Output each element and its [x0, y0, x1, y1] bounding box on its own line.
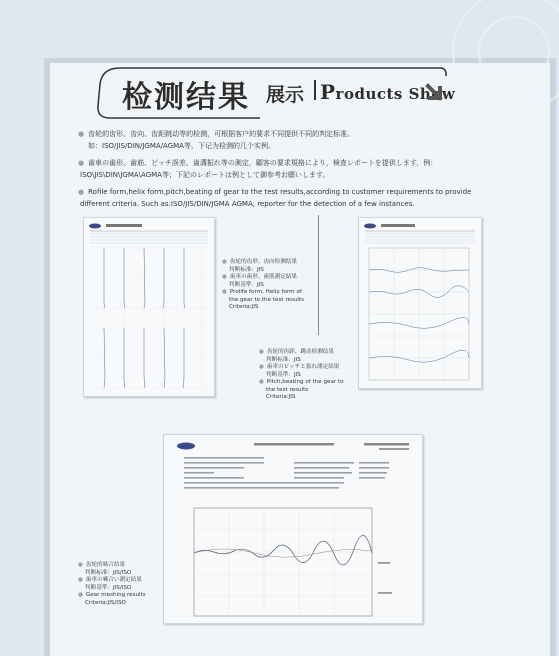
caption2-cn1: 齿轮的齿距、跳动检测结果 — [266, 349, 335, 355]
caption1-cn1: 齿轮的齿形、齿向检测结果 — [229, 259, 298, 265]
report-gear-meshing — [163, 434, 423, 624]
report-profile-helix — [83, 217, 215, 397]
intro-jp-line1: 歯車の歯形、歯筋、ピッチ誤差、歯溝振れ等の測定，顧客の要求規格により，検査レポートを提供します，例： — [88, 159, 438, 167]
caption-gear-meshing: ● 齿轮的啮合结果 判断标准：JIS/ISO ● 歯車の噛合い測定結果 判断基準：JIS/ISO ● Gear meshing results Criteria:JIS/ISO — [78, 562, 168, 607]
report-pitch-runout — [358, 217, 482, 389]
intro-cn: ● 齿轮的齿形、齿向、齿距跳动等的检测，可根据客户的要求不同提供不同的判定标准。 如：ISO/JIS/DIN/JGMA/AGMA等，下记为检测的几个实例。 — [78, 130, 355, 150]
page-title: 检测结果 — [122, 80, 250, 115]
caption1-en2: the gear to the test results — [229, 296, 305, 303]
caption3-cn2: 判断标准：JIS/ISO — [85, 569, 132, 576]
gear-decoration-inner — [478, 16, 550, 88]
caption1-jp1: 歯車の歯形、歯筋測定結果 — [229, 274, 298, 280]
intro-cn-line1: 齿轮的齿形、齿向、齿距跳动等的检测，可根据客户的要求不同提供不同的判定标准。 — [88, 130, 355, 138]
title-divider — [314, 80, 316, 100]
intro-en-line1: Rofile form,helix form,pitch,beating of gear to the test results,according to customer requirements to provide — [88, 188, 472, 196]
caption3-jp2: 判断基準：JIS/ISO — [85, 584, 132, 591]
report-gear-meshing-graphic — [164, 435, 422, 623]
caption2-jp1: 歯車のピッチと振れ測定結果 — [266, 364, 340, 370]
caption-profile-helix: ● 齿轮的齿形、齿向检测结果 判断标准：JIS ● 歯車の歯形、歯筋測定結果 判断基準：JIS ● Prolife form, Helix form of the gear to the test results Criteria:JIS — [222, 259, 322, 312]
caption2-cn2: 判断标准：JIS — [266, 356, 301, 363]
caption2-jp2: 判断基準：JIS — [266, 371, 301, 378]
caption3-jp1: 歯車の噛合い測定結果 — [85, 577, 142, 583]
subtitle-cn: 展示 — [266, 84, 305, 106]
caption3-en1: Gear meshing results — [85, 592, 146, 598]
arrow-down-right-icon — [424, 82, 448, 106]
caption2-en2: the test results — [266, 386, 309, 393]
intro-cn-line2: 如：ISO/JIS/DIN/JGMA/AGMA等，下记为检测的几个实例。 — [88, 142, 275, 150]
caption1-jp2: 判断基準：JIS — [229, 281, 264, 288]
caption2-en1: Pitch,beating of the gear to — [266, 379, 344, 385]
caption1-cn2: 判断标准：JIS — [229, 266, 264, 273]
subtitle-en-initial: P — [320, 80, 336, 104]
caption3-cn1: 齿轮的啮合结果 — [85, 562, 126, 568]
intro-en: ● Rofile form,helix form,pitch,beating of gear to the test results,according to customer requirements to provide different criteria. Such as:ISO/JIS/DIN/JGMA AGMA, reporter for the detection of a few instances. — [78, 188, 472, 208]
intro-jp: ● 歯車の歯形、歯筋、ピッチ誤差、歯溝振れ等の測定，顧客の要求規格により，検査レポートを提供します，例： ISO\JIS\DIN\JGMA\AGMA等；下記のレポートは例として御参考お願いします。 — [78, 159, 438, 179]
intro-en-line2: different criteria. Such as:ISO/JIS/DIN/JGMA AGMA, reporter for the detection of a few instances. — [80, 200, 415, 208]
report-profile-helix-graphic — [84, 218, 214, 396]
caption3-en2: Criteria:JIS/ISO — [85, 599, 126, 606]
caption-pitch-runout: ● 齿轮的齿距、跳动检测结果 判断标准：JIS ● 歯車のピッチと振れ測定結果 判断基準：JIS ● Pitch,beating of the gear to the test results Criteria:JIS — [259, 349, 359, 402]
caption1-en1: Prolife form, Helix form of — [229, 289, 302, 295]
subtitle-en-rest: roducts Show — [335, 85, 456, 103]
caption2-en3: Criteria:JIS — [266, 394, 296, 400]
report-pitch-runout-graphic — [359, 218, 481, 388]
caption1-en3: Criteria:JIS — [229, 304, 259, 310]
intro-jp-line2: ISO\JIS\DIN\JGMA\AGMA等；下記のレポートは例として御参考お願いします。 — [80, 171, 330, 179]
connector-line — [318, 215, 319, 335]
